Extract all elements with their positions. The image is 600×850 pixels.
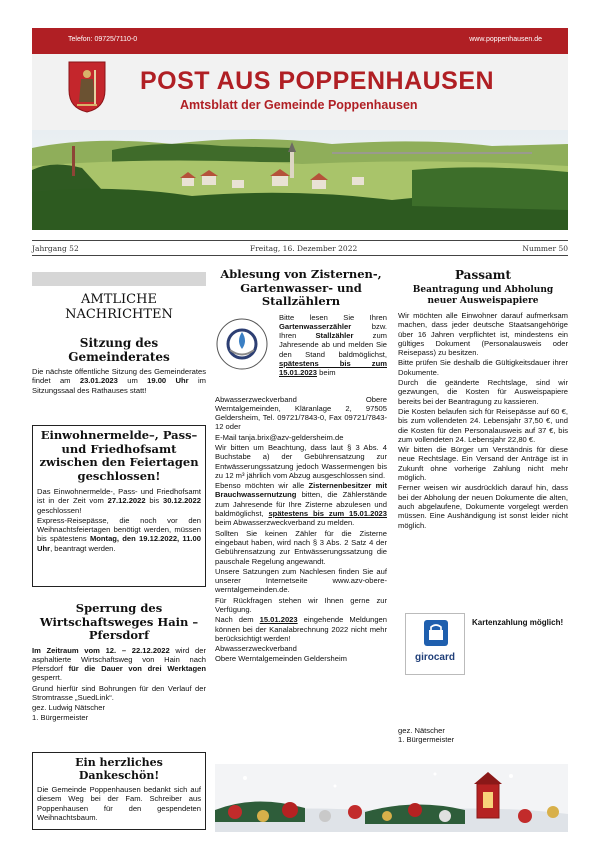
- girocard-logo: [405, 613, 465, 675]
- article-heading: Sitzung des Gemeinderates: [68, 336, 170, 364]
- article-body: Die nächste öffentliche Sitzung des Gemeinderates findet am 23.01.2023 um 19.00 Uhr im Sitzungssaal des Rathauses statt!: [32, 367, 206, 395]
- article-heading: Ablesung von Zisternen-, Gartenwasser- und Stallzählern: [220, 267, 382, 308]
- article-heading: Einwohnermelde–, Pass– und Friedhofsamt zwischen den Feiertagen geschlossen!: [39, 428, 199, 483]
- issue-date: Freitag, 16. Dezember 2022: [250, 244, 358, 253]
- article-heading: Sperrung des Wirtschaftsweges Hain – Pfersdorf: [39, 601, 199, 642]
- article-body: Das Einwohnermelde-, Pass- und Friedhofsamt ist in der Zeit vom 27.12.2022 bis 30.12.2022 geschlossen!: [37, 487, 201, 515]
- article-body: Bitte lesen Sie Ihren Gartenwasserzähler bzw. Ihren Stallzähler zum Jahresende ab und melden Sie den Stand baldmöglichst, spätestens bis zum 15.01.2023 beim: [279, 312, 387, 378]
- article-body: Nach dem 15.01.2023 eingehende Meldungen können bei der Kanalabrechnung 2022 nicht mehr berücksichtigt werden!: [215, 615, 387, 643]
- address-text: Abwasserzweckverband Obere Werntalgemeinden, Kläranlage 2, 97505 Geldersheim, Tel. 09721/7843-0, Fax 09721/7843-12 oder: [215, 394, 387, 432]
- village-landscape-photo: [32, 130, 568, 230]
- email-link[interactable]: E-Mail tanja.brix@azv-geldersheim.de: [215, 432, 344, 442]
- header-bar: [32, 28, 568, 54]
- header-phone: Telefon: 09725/7110-0: [68, 36, 138, 43]
- girocard-label: girocard: [414, 652, 455, 663]
- signature-name: Abwasserzweckverband: [215, 644, 297, 654]
- article-heading: Passamt: [454, 268, 511, 282]
- article-body: Wir möchten alle Einwohner darauf aufmerksam machen, dass jeder deutsche Staatsangehörige über 16 Jahren verpflichtet ist, mindestens ein gültiges Dokument (Personalausweis oder Reisepass) zu besitzen.: [398, 311, 568, 358]
- article-sitzung: [32, 336, 206, 396]
- article-body: Im Zeitraum vom 12. – 22.12.2022 wird der asphaltierte Wirtschaftsweg von Hain nach Pfersdorf für die Dauer von drei Werktagen gesperrt.: [32, 645, 207, 683]
- article-body: Sollten Sie keinen Zähler für die Zisterne eingebaut haben, wird nach § 3 Abs. 2 Satz 4 der Gebührensatzung zur Entwässerungssatzung die pauschale Regelung angewandt.: [215, 528, 387, 566]
- article-body: Für Rückfragen stehen wir Ihnen gerne zur Verfügung.: [215, 595, 387, 615]
- article-body: Ferner weisen wir ausdrücklich darauf hin, dass bei der Abholung der neuen Dokumente die alten, auch abgelaufene, Dokumente vorgelegt werden müssen. Eine Aushändigung ist sonst leider nicht möglich.: [398, 483, 568, 530]
- issue-number: Nummer 50: [522, 244, 568, 253]
- section-banner: [32, 272, 206, 286]
- girocard-icon: [424, 620, 448, 646]
- signature-name: gez. Nätscher: [398, 726, 445, 735]
- article-passamt: [398, 268, 568, 531]
- article-body: Die Gemeinde Poppenhausen bedankt sich auf diesem Weg bei der Fam. Schreiber aus Poppenhausen für den gespendeten Weihnachtsbaum.: [37, 785, 201, 822]
- signature-title: 1. Bürgermeister: [32, 712, 89, 722]
- header-website[interactable]: www.poppenhausen.de: [469, 36, 542, 43]
- card-payment-note: Kartenzahlung möglich!: [472, 618, 564, 627]
- newspaper-title: POST AUS POPPENHAUSEN: [140, 67, 495, 95]
- article-body: Unsere Satzungen zum Nachlesen finden Sie auf unserer Internetseite www.azv-obere-werntalgemeinden.de.: [215, 566, 387, 595]
- article-body: Express-Reisepässe, die noch vor den Weihnachtsfeiertagen benötigt werden, müssen bis spätestens Montag, den 19.12.2022, 11.00 Uhr, beantragt werden.: [37, 515, 201, 553]
- section-title: AMTLICHE NACHRICHTEN: [65, 292, 173, 322]
- article-body: Wir bitten die Bürger um Verständnis für diese neue Rechtslage. Ein Versand der Anträge ist in Zukunft ohne vorherige Zahlung nicht mehr möglich.: [398, 445, 568, 483]
- issue-bar: [32, 240, 568, 256]
- article-body: Grund hierfür sind Bohrungen für den Verlauf der Stromtrasse „SuedLink“.: [32, 683, 206, 702]
- signature-name: gez. Ludwig Nätscher: [32, 703, 106, 713]
- article-body: Die Kosten belaufen sich für Reisepässe auf 60 €, bis zum vollendeten 24. Lebensjahr 37,50 €, und die Kosten für den Personalausweis auf 37 €, bis zum vollendeten 24. Lebensjahr 22,80 €.: [398, 406, 568, 444]
- article-body: Durch die geänderte Rechtslage, sind wir gezwungen, die Kosten für Ausweispapiere bereits bei der Beantragung zu kassieren.: [398, 378, 568, 406]
- signature-title: 1. Bürgermeister: [398, 735, 455, 745]
- article-body: Bitte prüfen Sie deshalb die Gültigkeitsdauer ihrer Dokumente.: [398, 358, 568, 377]
- masthead: [32, 54, 568, 130]
- newspaper-subtitle: Amtsblatt der Gemeinde Poppenhausen: [180, 98, 418, 112]
- article-heading: Ein herzliches Dankeschön!: [75, 756, 163, 782]
- passamt-signature: [398, 726, 454, 745]
- volume-label: Jahrgang 52: [32, 244, 79, 253]
- article-dank-box: [32, 752, 206, 830]
- article-body: Ebenso möchten wir alle Zisternenbesitzer mit Brauchwassernutzung bitten, die Zählerstände zum Jahresende für Ihre Zisterne abzulesen und baldmöglichst, spätestens bis zum 15.01.2023 beim Abwasserzweckverband zu melden.: [215, 481, 388, 528]
- article-subheading: Beantragung und Abholung neuer Ausweispapiere: [412, 285, 554, 306]
- article-melde-box: [32, 425, 206, 587]
- signature-title: Obere Werntalgemeinden Geldersheim: [215, 653, 347, 663]
- article-body: Wir bitten um Beachtung, dass laut § 3 Abs. 4 Buchstabe a) der Gebührensatzung zur Entwässerungssatzung jedoch Wassermengen bis zu 12 m³ jährlich vom Abzug ausgeschlossen sind.: [215, 442, 387, 480]
- wastewater-association-logo-icon: [215, 317, 269, 371]
- christmas-decoration-image: [215, 764, 568, 832]
- article-zisternen: [215, 268, 387, 663]
- coat-of-arms-icon: [67, 60, 107, 114]
- intro-block: [215, 313, 387, 395]
- article-sperrung: [32, 602, 206, 722]
